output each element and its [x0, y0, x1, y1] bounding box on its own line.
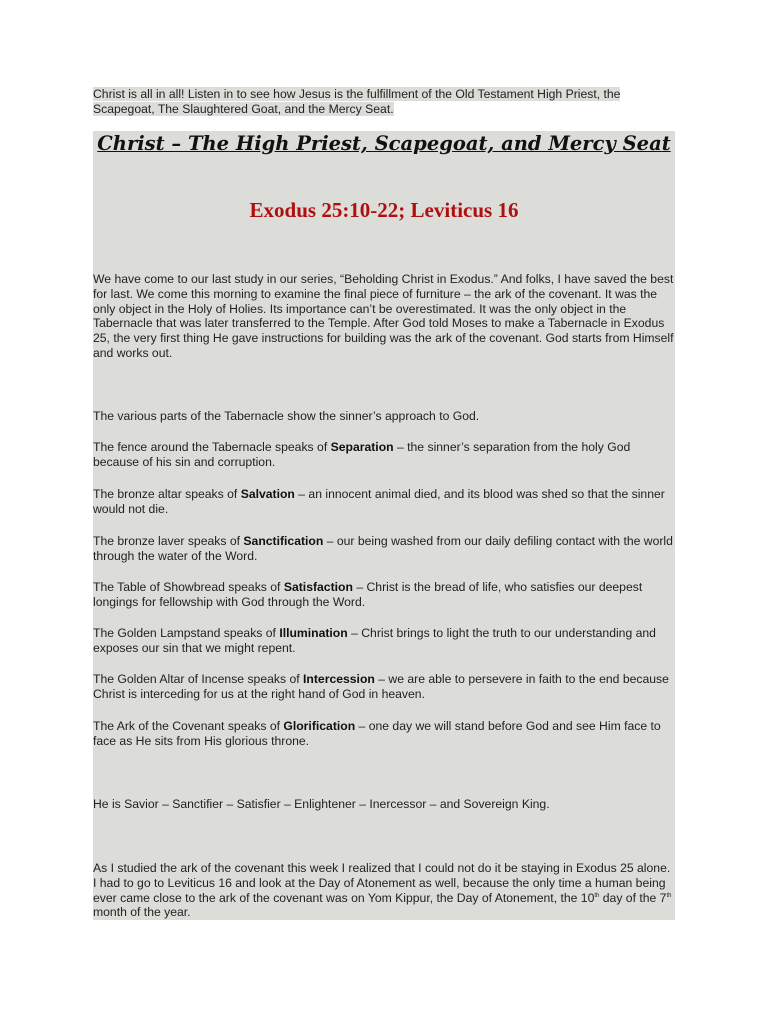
list-item: The fence around the Tabernacle speaks of Separation – the sinner’s separation from the holy God because of his sin and corruption. [93, 440, 631, 469]
summary-line: He is Savior – Sanctifier – Satisfier – Enlightener – Inercessor – and Sovereign King. [93, 797, 550, 811]
list-item: The bronze altar speaks of Salvation – an innocent animal died, and its blood was shed so that the sinner would not die. [93, 487, 665, 516]
closing-paragraph: As I studied the ark of the covenant this week I realized that I could not do it be staying in Exodus 25 alone. I had to go to Leviticus 16 and look at the Day of Atonement as well, because the only time a human being ever came close to the ark of the covenant was on Yom Kippur, the Day of Atonement, the 10th day of the 7th month of the year. [93, 861, 672, 920]
page-title: Christ – The High Priest, Scapegoat, and Mercy Seat [97, 132, 671, 155]
approach-paragraph: The various parts of the Tabernacle show the sinner’s approach to God. [93, 409, 480, 423]
scripture-reference: Exodus 25:10-22; Leviticus 16 [249, 198, 519, 222]
list-item: The bronze laver speaks of Sanctification – our being washed from our daily defiling contact with the world through the water of the Word. [93, 534, 673, 563]
list-item: The Golden Altar of Incense speaks of Intercession – we are able to persevere in faith to the end because Christ is interceding for us at the right hand of God in heaven. [93, 672, 669, 701]
intro-text: Christ is all in all! Listen in to see how Jesus is the fulfillment of the Old Testament High Priest, the Scapegoat, The Slaughtered Goat, and the Mercy Seat. [93, 87, 621, 116]
list-item: The Table of Showbread speaks of Satisfaction – Christ is the bread of life, who satisfies our deepest longings for fellowship with God through the Word. [93, 580, 643, 609]
list-item: The Ark of the Covenant speaks of Glorification – one day we will stand before God and see Him face to face as He sits from His glorious throne. [93, 719, 661, 748]
list-item: The Golden Lampstand speaks of Illumination – Christ brings to light the truth to our understanding and exposes our sin that we might repent. [93, 626, 656, 655]
opening-paragraph: We have come to our last study in our series, “Beholding Christ in Exodus.” And folks, I have saved the best for last. We come this morning to examine the final piece of furniture – the ark of the covenant. It was the only object in the Holy of Holies. Its importance can’t be overestimated. It was the only object in the Tabernacle that was later transferred to the Temple. After God told Moses to make a Tabernacle in Exodus 25, the very first thing He gave instructions for building was the ark of the covenant. God starts from Himself and works out. [93, 272, 674, 360]
